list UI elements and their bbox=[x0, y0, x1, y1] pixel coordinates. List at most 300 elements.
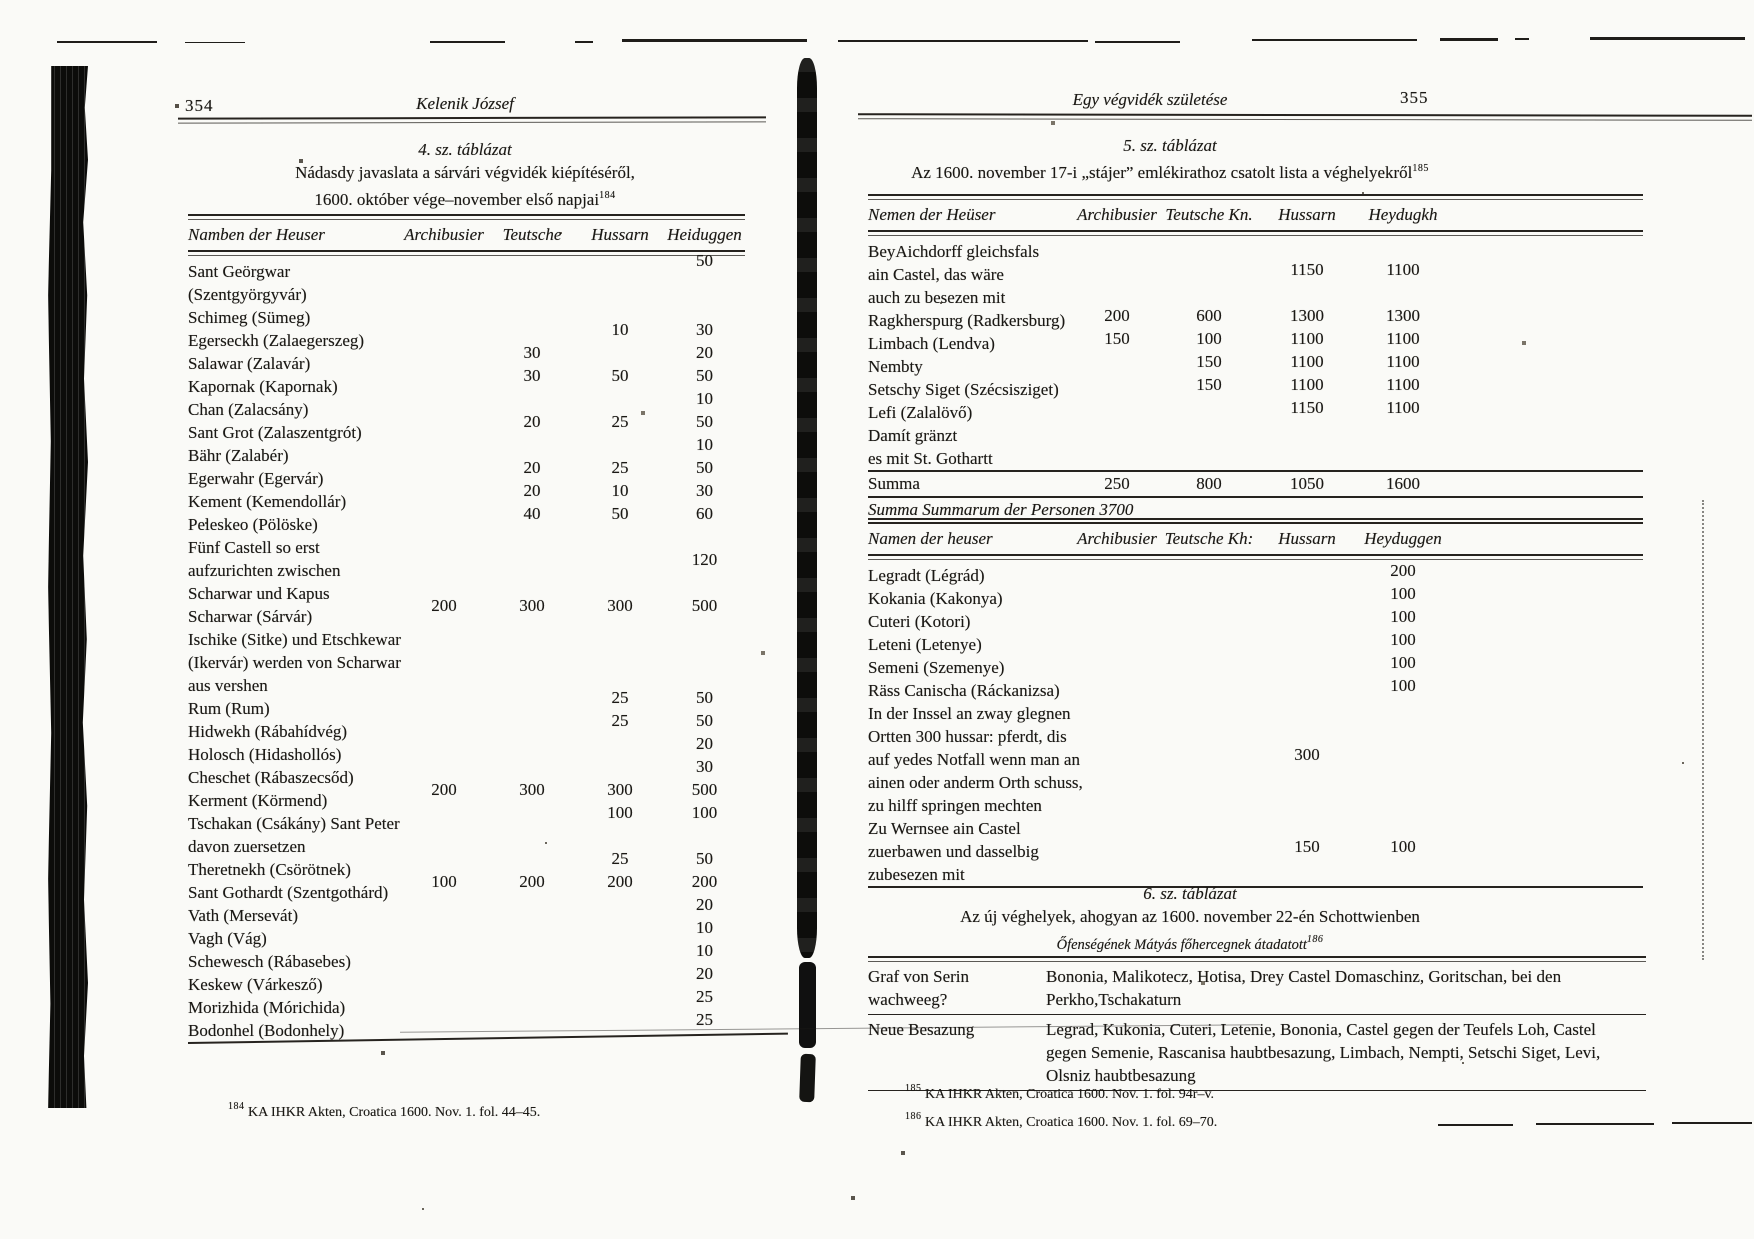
teutsche-value bbox=[488, 651, 576, 674]
table-row bbox=[188, 306, 745, 329]
hussarn-value: 1150 bbox=[1290, 260, 1324, 279]
place-name: aufzurichten zwischen bbox=[188, 561, 341, 580]
place-name: Bodonhel (Bodonhely) bbox=[188, 1021, 345, 1040]
footnotes-right bbox=[905, 1078, 1217, 1134]
heiduggen-value: 20 bbox=[696, 343, 713, 362]
place-name: Legradt (Légrád) bbox=[868, 566, 985, 585]
archibusier-value bbox=[1073, 748, 1161, 771]
teutsche-value bbox=[1161, 240, 1257, 263]
hussarn-value bbox=[576, 743, 664, 766]
heydugkh-value: 1100 bbox=[1386, 352, 1420, 371]
place-name: (Ikervár) werden von Scharwar bbox=[188, 653, 401, 672]
archibusier-value bbox=[1073, 840, 1161, 863]
col-hussarn: Hussarn bbox=[1278, 205, 1336, 224]
table-row bbox=[188, 872, 745, 904]
archibusier-value bbox=[400, 490, 488, 513]
row-label: Graf von Serin wachweeg? bbox=[868, 967, 970, 1009]
hussarn-value: 300 bbox=[607, 596, 633, 615]
place-name: Holosch (Hidashollós) bbox=[188, 745, 342, 764]
footnote-text: KA IHKR Akten, Croatica 1600. Nov. 1. fol. 94r–v. bbox=[925, 1087, 1215, 1102]
book-edge-strip bbox=[48, 66, 88, 1108]
archibusier-value: 200 bbox=[431, 596, 457, 615]
hussarn-value: 1100 bbox=[1290, 375, 1324, 394]
archibusier-value bbox=[400, 628, 488, 651]
place-name: Lefi (Zalalövő) bbox=[868, 403, 973, 422]
archibusier-value bbox=[400, 513, 488, 536]
heiduggen-value: 50 bbox=[696, 458, 713, 477]
teutsche-value bbox=[488, 927, 576, 950]
table5 bbox=[868, 194, 1643, 524]
archibusier-value bbox=[1073, 725, 1161, 748]
table-row bbox=[868, 424, 1643, 447]
table-row bbox=[188, 550, 745, 582]
table5-body bbox=[868, 240, 1643, 470]
hussarn-value bbox=[576, 1019, 664, 1042]
hussarn-value: 1100 bbox=[1290, 352, 1324, 371]
hussarn-value bbox=[576, 950, 664, 973]
heydugkh-value bbox=[1357, 424, 1449, 447]
table-row bbox=[868, 398, 1643, 424]
hussarn-value bbox=[576, 927, 664, 950]
archibusier-value bbox=[1073, 794, 1161, 817]
place-name: Schewesch (Rábasebes) bbox=[188, 952, 351, 971]
archibusier-value bbox=[400, 835, 488, 858]
scan-noise bbox=[0, 0, 2, 2]
col-teutsche: Teutsche bbox=[502, 225, 562, 244]
heydugkh-value: 1100 bbox=[1386, 398, 1420, 417]
place-name: zu hilff springen mechten bbox=[868, 796, 1042, 815]
place-name: Fünf Castell so erst bbox=[188, 538, 320, 557]
table-row bbox=[188, 835, 745, 858]
place-name: Kerment (Körmend) bbox=[188, 791, 328, 810]
place-name: Hidwekh (Rábahídvég) bbox=[188, 722, 348, 741]
table-row bbox=[188, 780, 745, 812]
teutsche-value bbox=[488, 628, 576, 651]
hussarn-value: 25 bbox=[611, 849, 629, 868]
archibusier-value bbox=[400, 444, 488, 467]
heyduggen-value bbox=[1357, 771, 1449, 794]
archibusier-value bbox=[400, 352, 488, 375]
hussarn-value bbox=[1257, 587, 1357, 610]
teutsche-value bbox=[1161, 725, 1257, 748]
place-name: Peleskeo (Pölöske) bbox=[188, 515, 318, 534]
place-name: Cheschet (Rábaszecsőd) bbox=[188, 768, 354, 787]
scan-streak bbox=[838, 40, 1088, 42]
heyduggen-value bbox=[1357, 725, 1449, 748]
place-name: Morizhida (Mórichida) bbox=[188, 998, 346, 1017]
hussarn-value: 300 bbox=[607, 780, 633, 799]
heiduggen-value bbox=[664, 628, 745, 651]
table-row bbox=[188, 628, 745, 651]
heydugkh-value bbox=[1357, 447, 1449, 470]
table-row bbox=[188, 435, 745, 467]
summa-row bbox=[868, 472, 1643, 496]
archibusier-value bbox=[1073, 702, 1161, 725]
heyduggen-value: 100 bbox=[1390, 676, 1416, 695]
heyduggen-value: 100 bbox=[1390, 584, 1416, 603]
table-row bbox=[868, 1018, 1646, 1087]
teutsche-value bbox=[1161, 817, 1257, 840]
place-name: Semeni (Szemenye) bbox=[868, 658, 1005, 677]
archibusier-value bbox=[1073, 817, 1161, 840]
archibusier-value bbox=[400, 375, 488, 398]
table-row bbox=[188, 651, 745, 674]
footnote-ref: 185 bbox=[905, 1083, 922, 1094]
heiduggen-value: 50 bbox=[696, 366, 713, 385]
archibusier-value bbox=[400, 950, 488, 973]
teutsche-value bbox=[488, 536, 576, 559]
teutsche-value bbox=[488, 559, 576, 582]
place-name: Sant Gothardt (Szentgothárd) bbox=[188, 883, 389, 902]
heiduggen-value: 500 bbox=[691, 596, 718, 615]
footnote-ref-184: 184 bbox=[599, 190, 616, 201]
hussarn-value: 100 bbox=[607, 803, 633, 822]
archibusier-value: 150 bbox=[1104, 329, 1130, 348]
teutsche-value bbox=[1161, 702, 1257, 725]
archibusier-value bbox=[400, 720, 488, 743]
heiduggen-value: 200 bbox=[691, 872, 718, 891]
hussarn-value bbox=[576, 283, 664, 306]
hussarn-value: 50 bbox=[611, 366, 629, 385]
heiduggen-value: 30 bbox=[696, 757, 713, 776]
place-name: ain Castel, das wäre bbox=[868, 265, 1004, 284]
table-row bbox=[868, 240, 1643, 263]
footnote-text: KA IHKR Akten, Croatica 1600. Nov. 1. fol. 69–70. bbox=[925, 1115, 1218, 1130]
archibusier-value: 200 bbox=[431, 780, 457, 799]
teutsche-value bbox=[1161, 610, 1257, 633]
archibusier-value bbox=[400, 973, 488, 996]
table-row bbox=[868, 817, 1643, 840]
table-row bbox=[188, 582, 745, 605]
table-row bbox=[188, 711, 745, 743]
table-row bbox=[188, 283, 745, 306]
footnote-184 bbox=[228, 1096, 540, 1124]
place-name: Tschakan (Csákány) Sant Peter bbox=[188, 814, 400, 833]
scan-streak bbox=[1536, 1123, 1654, 1125]
archibusier-value bbox=[1073, 424, 1161, 447]
heiduggen-value: 50 bbox=[696, 688, 713, 707]
teutsche-value: 200 bbox=[519, 872, 545, 891]
table4 bbox=[188, 214, 745, 1044]
table4-header-rule bbox=[188, 250, 745, 256]
footnote bbox=[905, 1106, 1217, 1134]
teutsche-value bbox=[488, 743, 576, 766]
archibusier-value bbox=[1073, 610, 1161, 633]
heydugkh-value: 1300 bbox=[1386, 306, 1420, 325]
table5-caption-title: Az 1600. november 17-i „stájer” emlékirathoz csatolt lista a véghelyekről$^{185}$ bbox=[911, 163, 1429, 182]
table-row bbox=[868, 794, 1643, 817]
summa-heydugkh: 1600 bbox=[1386, 474, 1420, 493]
col-hussarn: Hussarn bbox=[591, 225, 649, 244]
heiduggen-value: 10 bbox=[696, 918, 713, 937]
heiduggen-value: 30 bbox=[696, 481, 713, 500]
archibusier-value bbox=[400, 559, 488, 582]
table-row bbox=[188, 895, 745, 927]
place-name: Scharwar (Sárvár) bbox=[188, 607, 313, 626]
table-row bbox=[188, 389, 745, 421]
heyduggen-value bbox=[1357, 794, 1449, 817]
table-row bbox=[868, 653, 1643, 679]
table-row bbox=[188, 343, 745, 375]
hussarn-value: 150 bbox=[1294, 837, 1320, 856]
scan-streak bbox=[57, 41, 157, 43]
table-row bbox=[188, 412, 745, 444]
summa-hussarn: 1050 bbox=[1290, 474, 1324, 493]
heiduggen-value: 10 bbox=[696, 435, 713, 454]
table-row bbox=[188, 458, 745, 490]
place-name: es mit St. Gothartt bbox=[868, 449, 993, 468]
heiduggen-value: 50 bbox=[696, 849, 713, 868]
table-row bbox=[868, 260, 1643, 286]
scan-edge-dots bbox=[1702, 500, 1704, 960]
scan-streak bbox=[430, 41, 505, 43]
table-row bbox=[188, 941, 745, 973]
heiduggen-value: 30 bbox=[696, 320, 713, 339]
heyduggen-value: 100 bbox=[1390, 630, 1416, 649]
hussarn-value bbox=[576, 651, 664, 674]
hussarn-value bbox=[1257, 702, 1357, 725]
col-namen-der-heuser: Namen der heuser bbox=[868, 529, 993, 548]
teutsche-value bbox=[488, 283, 576, 306]
archibusier-value bbox=[400, 467, 488, 490]
hussarn-value bbox=[576, 996, 664, 1019]
archibusier-value bbox=[1073, 263, 1161, 286]
table5-caption-number: 5. sz. táblázat bbox=[1123, 136, 1217, 155]
table5b-body bbox=[868, 561, 1643, 886]
heyduggen-value: 100 bbox=[1390, 837, 1416, 856]
teutsche-value bbox=[1161, 748, 1257, 771]
hussarn-value bbox=[576, 628, 664, 651]
heiduggen-value: 120 bbox=[691, 550, 718, 569]
teutsche-value bbox=[1161, 263, 1257, 286]
place-name: BeyAichdorff gleichsfals bbox=[868, 242, 1040, 261]
table6-top-rule bbox=[868, 956, 1646, 962]
table6-row-rule bbox=[868, 1014, 1646, 1015]
teutsche-value bbox=[1161, 656, 1257, 679]
table-row bbox=[868, 561, 1643, 587]
table5b-header-row bbox=[868, 524, 1643, 554]
table5-header-row bbox=[868, 200, 1643, 230]
hussarn-value bbox=[1257, 679, 1357, 702]
hussarn-value bbox=[1257, 633, 1357, 656]
heiduggen-value bbox=[664, 283, 745, 306]
col-heydugkh: Heydugkh bbox=[1368, 205, 1438, 224]
archibusier-value bbox=[400, 674, 488, 697]
col-archibusier: Archibusier bbox=[1077, 205, 1157, 224]
archibusier-value bbox=[1073, 240, 1161, 263]
archibusier-value bbox=[1073, 378, 1161, 401]
table5b-header-rule bbox=[868, 554, 1643, 560]
teutsche-value bbox=[488, 904, 576, 927]
archibusier-value bbox=[1073, 355, 1161, 378]
scan-streak bbox=[1438, 1124, 1513, 1126]
teutsche-value: 600 bbox=[1196, 306, 1222, 325]
table4-caption bbox=[185, 138, 745, 211]
scan-streak bbox=[1440, 38, 1498, 41]
heydugkh-value: 1100 bbox=[1386, 260, 1420, 279]
place-name: Kokania (Kakonya) bbox=[868, 589, 1003, 608]
row-value: Legrad, Kukonia, Cuteri, Letenie, Bononia, Castel gegen der Teufels Loh, Castel gegen Semenie, Rascanisa haubtbesazung, Limbach, Nempti, Setschi Siget, Levi, Olsniz haubtbesazung bbox=[1046, 1020, 1601, 1085]
teutsche-value bbox=[1161, 771, 1257, 794]
summa-label: Summa bbox=[868, 474, 920, 493]
teutsche-value bbox=[1161, 447, 1257, 470]
teutsche-value bbox=[488, 812, 576, 835]
teutsche-value bbox=[488, 996, 576, 1019]
running-header-right: Egy végvidék születése bbox=[1072, 90, 1228, 109]
table-row bbox=[188, 734, 745, 766]
archibusier-value bbox=[400, 260, 488, 283]
table-row bbox=[868, 329, 1643, 355]
teutsche-value: 300 bbox=[519, 596, 545, 615]
place-name: Kement (Kemendollár) bbox=[188, 492, 347, 511]
col-archibusier: Archibusier bbox=[1077, 529, 1157, 548]
col-teutsche-kn: Teutsche Kn. bbox=[1165, 205, 1253, 224]
heiduggen-value: 25 bbox=[696, 987, 713, 1006]
hussarn-value: 1150 bbox=[1290, 398, 1324, 417]
table6-row-wrap bbox=[868, 965, 1646, 1015]
hussarn-value: 1100 bbox=[1290, 329, 1324, 348]
table-row bbox=[868, 584, 1643, 610]
place-name: Ortten 300 hussar: pferdt, dis bbox=[868, 727, 1067, 746]
heiduggen-value: 50 bbox=[696, 412, 713, 431]
hussarn-value: 25 bbox=[611, 711, 629, 730]
place-name: zubesezen mit bbox=[868, 865, 965, 884]
heiduggen-value: 25 bbox=[696, 1010, 713, 1029]
table-row bbox=[188, 504, 745, 536]
hussarn-value: 25 bbox=[611, 458, 629, 477]
table6-body bbox=[868, 965, 1646, 1091]
heydugkh-value: 1100 bbox=[1386, 375, 1420, 394]
place-name: davon zuersetzen bbox=[188, 837, 306, 856]
heiduggen-value bbox=[664, 651, 745, 674]
summa-summarum: Summa Summarum der Personen 3700 bbox=[868, 500, 1134, 519]
page-number-right: 355 bbox=[1400, 88, 1429, 107]
place-name: Schimeg (Sümeg) bbox=[188, 308, 311, 327]
teutsche-value: 20 bbox=[523, 458, 541, 477]
hussarn-value: 300 bbox=[1294, 745, 1320, 764]
archibusier-value bbox=[400, 996, 488, 1019]
place-name: Keskew (Várkesző) bbox=[188, 975, 323, 994]
table-row bbox=[188, 481, 745, 513]
hussarn-value: 1300 bbox=[1290, 306, 1324, 325]
table-row bbox=[188, 803, 745, 835]
table-row bbox=[188, 987, 745, 1019]
table-row bbox=[868, 447, 1643, 470]
teutsche-value bbox=[1161, 424, 1257, 447]
table-row bbox=[188, 688, 745, 720]
running-header-left: Kelenik József bbox=[416, 94, 514, 113]
footnote-184-ref: 184 bbox=[228, 1101, 245, 1112]
archibusier-value: 100 bbox=[431, 872, 457, 891]
heydugkh-value: 1100 bbox=[1386, 329, 1420, 348]
teutsche-value bbox=[1161, 794, 1257, 817]
heiduggen-value: 500 bbox=[691, 780, 718, 799]
heyduggen-value bbox=[1357, 702, 1449, 725]
table-row bbox=[868, 676, 1643, 702]
table-row bbox=[868, 745, 1643, 771]
hussarn-value bbox=[576, 904, 664, 927]
heiduggen-value: 20 bbox=[696, 964, 713, 983]
place-name: Vagh (Vág) bbox=[188, 929, 267, 948]
archibusier-value bbox=[1073, 771, 1161, 794]
table-row bbox=[868, 607, 1643, 633]
scan-streak bbox=[575, 41, 593, 43]
scan-streak bbox=[1252, 39, 1417, 41]
table-row bbox=[868, 375, 1643, 401]
table-row bbox=[868, 702, 1643, 725]
place-name: Sant Grot (Zalaszentgrót) bbox=[188, 423, 362, 442]
page-gutter-shadow bbox=[797, 58, 817, 958]
table6 bbox=[868, 956, 1646, 1094]
place-name: Egerwahr (Egervár) bbox=[188, 469, 324, 488]
heiduggen-value: 20 bbox=[696, 734, 713, 753]
archibusier-value bbox=[400, 398, 488, 421]
teutsche-value bbox=[1161, 633, 1257, 656]
teutsche-value: 40 bbox=[523, 504, 541, 523]
table6-caption-number: 6. sz. táblázat bbox=[1143, 884, 1237, 903]
teutsche-value: 20 bbox=[523, 412, 541, 431]
footnote-ref-186: 186 bbox=[1306, 934, 1324, 945]
place-name: Chan (Zalacsány) bbox=[188, 400, 309, 419]
footnote-184-text: KA IHKR Akten, Croatica 1600. Nov. 1. fol. 44–45. bbox=[248, 1105, 541, 1120]
heyduggen-value: 200 bbox=[1390, 561, 1416, 580]
col-nemen-der-heuser: Nemen der Heüser bbox=[868, 205, 996, 224]
table-row bbox=[188, 596, 745, 628]
col-archibusier: Archibusier bbox=[404, 225, 484, 244]
archibusier-value bbox=[400, 904, 488, 927]
col-heiduggen: Heiduggen bbox=[667, 225, 742, 244]
row-label: Neue Besazung bbox=[868, 1020, 975, 1039]
heiduggen-value: 50 bbox=[696, 711, 713, 730]
table6-caption-title2: Őfenségének Mátyás főhercegnek átadatott$^{186}$ bbox=[1056, 934, 1324, 953]
hussarn-value bbox=[576, 260, 664, 283]
hussarn-value bbox=[576, 559, 664, 582]
table4-caption-title2: 1600. október vége–november első napjai$^{184}$ bbox=[314, 190, 616, 209]
table4-caption-title1: Nádasdy javaslata a sárvári végvidék kiépítéséről, bbox=[295, 163, 635, 182]
hussarn-value: 200 bbox=[607, 872, 633, 891]
teutsche-value: 150 bbox=[1196, 352, 1222, 371]
table-row bbox=[188, 918, 745, 950]
place-name: Ischike (Sitke) und Etschkewar bbox=[188, 630, 401, 649]
table-row bbox=[868, 837, 1643, 863]
scan-streak bbox=[622, 39, 807, 42]
summa-teutsche: 800 bbox=[1196, 474, 1222, 493]
hussarn-value: 10 bbox=[611, 481, 629, 500]
heiduggen-value: 100 bbox=[691, 803, 718, 822]
table-row bbox=[868, 771, 1643, 794]
archibusier-value bbox=[1073, 564, 1161, 587]
hussarn-value bbox=[1257, 564, 1357, 587]
teutsche-value bbox=[488, 306, 576, 329]
archibusier-value bbox=[1073, 656, 1161, 679]
hussarn-value: 25 bbox=[611, 412, 629, 431]
place-name: Salawar (Zalavár) bbox=[188, 354, 311, 373]
archibusier-value bbox=[400, 283, 488, 306]
table4-body bbox=[188, 251, 745, 1042]
page-gutter-shadow bbox=[799, 962, 816, 1048]
archibusier-value bbox=[1073, 633, 1161, 656]
archibusier-value bbox=[400, 812, 488, 835]
place-name: ainen oder anderm Orth schuss, bbox=[868, 773, 1083, 792]
hussarn-value bbox=[1257, 610, 1357, 633]
heiduggen-value: 50 bbox=[696, 251, 713, 270]
heiduggen-value: 20 bbox=[696, 895, 713, 914]
teutsche-value bbox=[1161, 679, 1257, 702]
archibusier-value bbox=[400, 743, 488, 766]
hussarn-value bbox=[1257, 656, 1357, 679]
place-name: Setschy Siget (Szécsisziget) bbox=[868, 380, 1059, 399]
archibusier-value bbox=[1073, 401, 1161, 424]
